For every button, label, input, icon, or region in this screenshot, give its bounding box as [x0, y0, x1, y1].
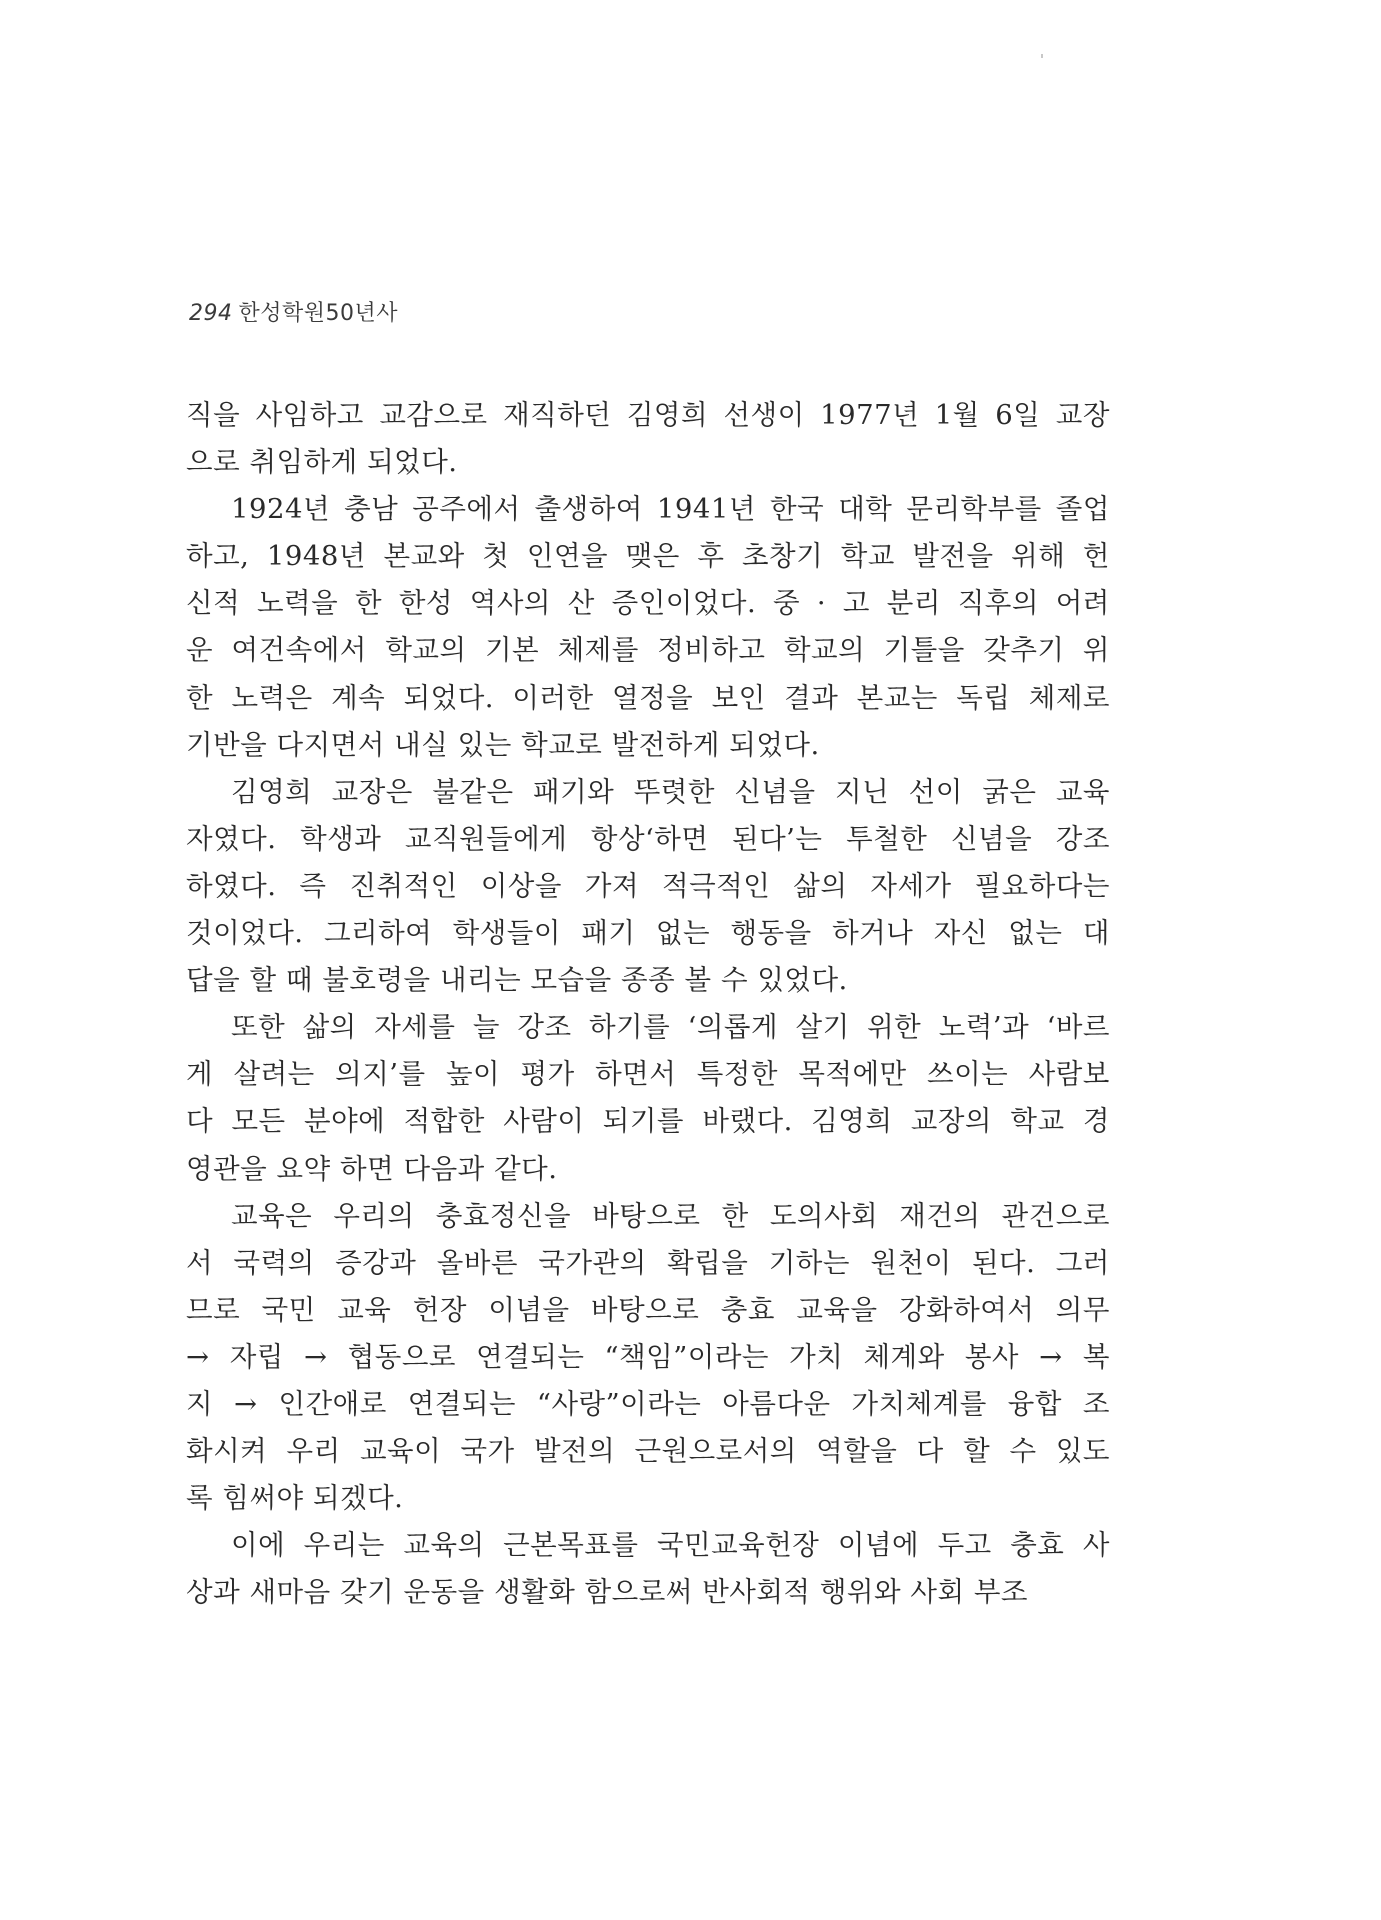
text-line: 또한 삶의 자세를 늘 강조 하기를 ‘의롭게 살기 위한 노력’과 ‘바르	[231, 1011, 1110, 1044]
text-line: 직을 사임하고 교감으로 재직하던 김영희 선생이 1977년 1월 6일 교장	[186, 399, 1110, 431]
text-line: 김영희 교장은 불같은 패기와 뚜렷한 신념을 지닌 선이 굵은 교육	[231, 775, 1110, 808]
text-line: 으로 취임하게 되었다.	[186, 446, 458, 479]
text-line: 지 → 인간애로 연결되는 “사랑”이라는 아름다운 가치체계를 융합 조	[186, 1387, 1110, 1420]
text-line: → 자립 → 협동으로 연결되는 “책임”이라는 가치 체계와 봉사 → 복	[186, 1340, 1110, 1373]
text-line: 영관을 요약 하면 다음과 같다.	[186, 1152, 558, 1185]
text-line: 교육은 우리의 충효정신을 바탕으로 한 도의사회 재건의 관건으로	[231, 1199, 1110, 1232]
text-line: 답을 할 때 불호령을 내리는 모습을 종종 볼 수 있었다.	[186, 964, 848, 997]
text-line: 하였다. 즉 진취적인 이상을 가져 적극적인 삶의 자세가 필요하다는	[186, 869, 1110, 902]
text-line: 다 모든 분야에 적합한 사람이 되기를 바랬다. 김영희 교장의 학교 경	[186, 1105, 1110, 1138]
text-line: 므로 국민 교육 헌장 이념을 바탕으로 충효 교육을 강화하여서 의무	[186, 1293, 1110, 1326]
text-line: 기반을 다지면서 내실 있는 학교로 발전하게 되었다.	[186, 728, 820, 761]
text-line: 서 국력의 증강과 올바른 국가관의 확립을 기하는 원천이 된다. 그러	[186, 1246, 1110, 1279]
scan-dust-mark	[1041, 54, 1043, 58]
text-line: 상과 새마음 갖기 운동을 생활화 함으로써 반사회적 행위와 사회 부조	[186, 1576, 1028, 1609]
body-text	[186, 392, 1110, 1616]
text-line: 게 살려는 의지’를 높이 평가 하면서 특정한 목적에만 쓰이는 사람보	[186, 1058, 1110, 1091]
text-line: 화시켜 우리 교육이 국가 발전의 근원으로서의 역할을 다 할 수 있도	[186, 1435, 1110, 1468]
text-line: 이에 우리는 교육의 근본목표를 국민교육헌장 이념에 두고 충효 사	[231, 1529, 1110, 1562]
text-line: 자였다. 학생과 교직원들에게 항상‘하면 된다’는 투철한 신념을 강조	[186, 822, 1110, 855]
text-line: 한 노력은 계속 되었다. 이러한 열정을 보인 결과 본교는 독립 체제로	[186, 681, 1110, 714]
text-line: 1924년 충남 공주에서 출생하여 1941년 한국 대학 문리학부를 졸업	[231, 493, 1110, 526]
text-line: 것이었다. 그리하여 학생들이 패기 없는 행동을 하거나 자신 없는 대	[186, 917, 1110, 950]
text-line: 신적 노력을 한 한성 역사의 산 증인이었다. 중 · 고 분리 직후의 어려	[186, 587, 1110, 620]
text-line: 하고, 1948년 본교와 첫 인연을 맺은 후 초창기 학교 발전을 위해 헌	[186, 540, 1110, 573]
book-title: 한성학원50년사	[238, 301, 399, 326]
text-line: 운 여건속에서 학교의 기본 체제를 정비하고 학교의 기틀을 갖추기 위	[186, 634, 1110, 667]
page-number: 294	[189, 301, 233, 326]
text-line: 록 힘써야 되겠다.	[186, 1482, 404, 1515]
running-header	[189, 296, 398, 327]
